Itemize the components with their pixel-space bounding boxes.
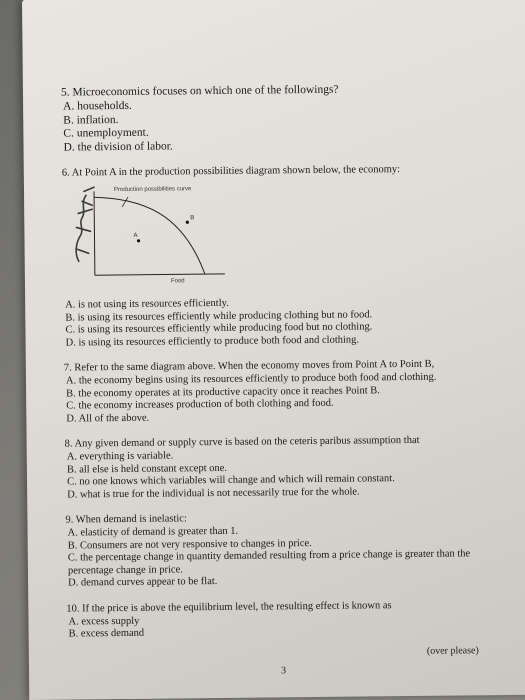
question-6 bbox=[62, 162, 504, 350]
question-6-option-c: C. is using its resources efficiently while producing food but no clothing. bbox=[65, 321, 373, 336]
show-through-text bbox=[16, 16, 88, 83]
ppf-curve bbox=[94, 196, 205, 275]
question-6-option-a: A. is not using its resources efficiently. bbox=[65, 297, 229, 311]
question-9-option-c: C. the percentage change in quantity demanded resulting from a price change is greater than the percentage change in price. bbox=[67, 548, 471, 577]
x-axis-label: Food bbox=[170, 278, 185, 285]
question-5-prompt: 5. Microeconomics focuses on which one of the followings? bbox=[60, 83, 339, 99]
ppf-plot bbox=[72, 182, 243, 294]
question-5 bbox=[61, 81, 502, 155]
question-9-option-a: A. elasticity of demand is greater than 1. bbox=[67, 525, 239, 539]
exam-page bbox=[22, 0, 525, 700]
question-6-option-b: B. is using its resources efficiently while producing clothing but no food. bbox=[65, 308, 373, 324]
question-9-prompt: 9. When demand is inelastic: bbox=[65, 513, 187, 526]
question-8-option-b: B. all else is held constant except one. bbox=[66, 462, 228, 476]
over-please-note: (over please) bbox=[426, 645, 479, 657]
question-9-option-b: B. Consumers are not very responsive to changes in price. bbox=[67, 537, 312, 552]
question-5-option-a: A. households. bbox=[63, 99, 132, 113]
question-10-option-a: A. excess supply bbox=[68, 615, 140, 628]
page-number: 3 bbox=[280, 665, 287, 677]
question-10-option-b: B. excess demand bbox=[68, 627, 145, 640]
question-7-option-a: A. the economy begins using its resources efficiently to produce both food and clothing. bbox=[65, 371, 437, 387]
y-axis bbox=[94, 191, 95, 275]
question-6-option-d: D. is using its resources efficiently to produce both food and clothing. bbox=[65, 333, 360, 349]
ppf-curve-label: Production possibilities curve bbox=[113, 186, 192, 194]
question-7-option-c: C. the economy increases production of both clothing and food. bbox=[66, 397, 334, 412]
question-8-option-d: D. what is true for the individual is not necessarily true for the whole. bbox=[67, 485, 360, 501]
question-5-option-b: B. inflation. bbox=[63, 113, 119, 127]
question-9-option-d: D. demand curves appear to be flat. bbox=[68, 575, 218, 589]
question-7-prompt: 7. Refer to the same diagram above. When the economy moves from Point A to Point B, bbox=[63, 358, 435, 374]
point-a-label: A bbox=[133, 232, 138, 239]
ppf-diagram bbox=[72, 182, 243, 294]
question-8 bbox=[65, 433, 506, 502]
question-7 bbox=[64, 357, 505, 426]
question-8-option-c: C. no one knows which variables will change and which will remain constant. bbox=[66, 473, 395, 488]
question-7-option-d: D. All of the above. bbox=[66, 412, 150, 425]
point-a-dot bbox=[137, 239, 140, 242]
question-10-prompt: 10. If the price is above the equilibrium level, the resulting effect is known as bbox=[66, 599, 392, 615]
question-6-prompt: 6. At Point A in the production possibilities diagram shown below, the economy: bbox=[61, 164, 401, 179]
question-5-option-c: C. unemployment. bbox=[63, 126, 149, 140]
question-7-option-b: B. the economy operates at its productive capacity once it reaches Point B. bbox=[66, 384, 380, 400]
question-5-option-d: D. the division of labor. bbox=[63, 139, 173, 154]
question-8-option-a: A. everything is variable. bbox=[66, 450, 174, 463]
point-b-dot bbox=[186, 221, 189, 224]
question-8-prompt: 8. Any given demand or supply curve is based on the ceteris paribus assumption that bbox=[64, 434, 420, 450]
curve-label-pointer bbox=[122, 197, 128, 207]
question-9 bbox=[65, 509, 506, 590]
question-10 bbox=[66, 597, 506, 641]
exam-content bbox=[61, 81, 507, 653]
x-axis bbox=[95, 274, 225, 275]
point-b-label: B bbox=[190, 215, 195, 222]
